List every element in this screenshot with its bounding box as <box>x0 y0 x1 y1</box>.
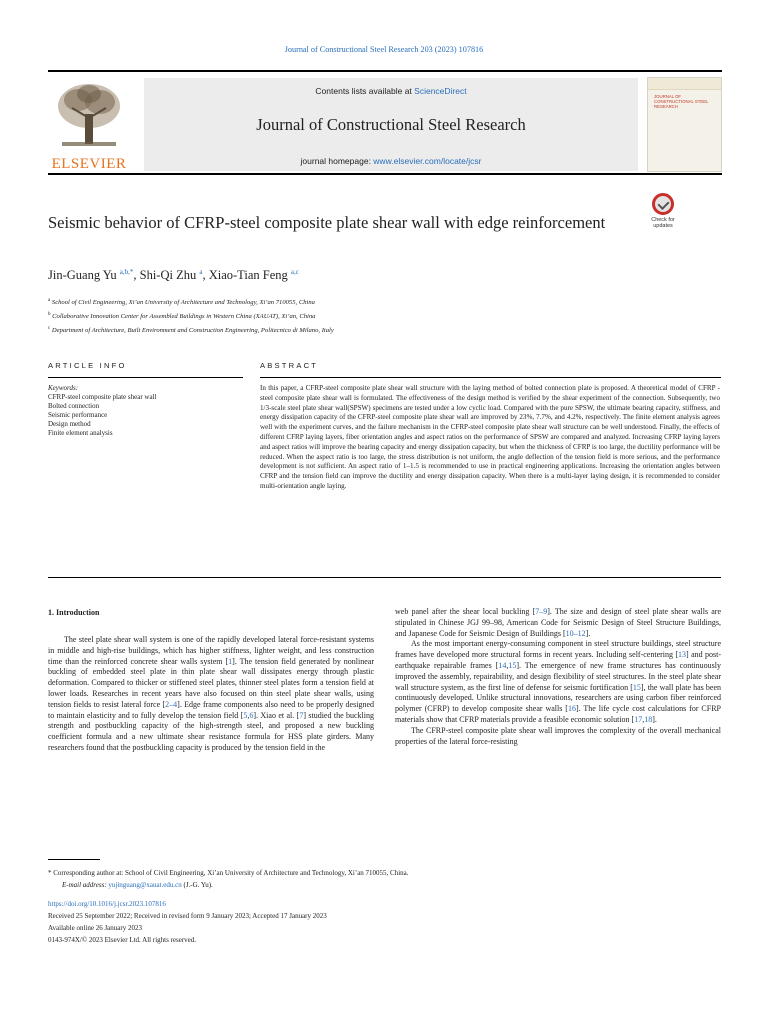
body-paragraph <box>48 635 374 754</box>
check-for-updates-button[interactable] <box>644 193 682 233</box>
email-link[interactable]: yujinguang@xauat.edu.cn <box>108 881 182 889</box>
affiliation-item: $^b$ Collaborative Innovation Center for Assembled Buildings in Western China (XAUAT), Xi’an, China <box>48 312 316 321</box>
citation-link[interactable]: 17 <box>634 714 643 724</box>
sciencedirect-link[interactable]: ScienceDirect <box>414 86 467 96</box>
citation-link[interactable]: 1 <box>228 656 233 666</box>
paragraph-text: ]. The tension field generated by nonlinear buckling of embedded steel plate in thin plate shear wall dissipates energy through plastic deformation. Compared to thicker or stiffened steel plates, thinner steel plates form a tension field at lower loads. Researches in recent years have also focused on thin steel plate shear walls, using tension fields to resist lateral force [ <box>48 656 375 709</box>
paragraph-text: The steel plate shear wall system is one of the rapidly developed lateral force-resistant systems in middle and high-rise buildings, which has higher stiffness, lighter weight, and less construction time than the reinforced concrete shear walls system [ <box>48 635 374 666</box>
email-suffix: (J.-G. Yu). <box>181 881 213 889</box>
check-updates-icon <box>652 193 674 215</box>
citation-link[interactable]: 18 <box>644 714 653 724</box>
journal-masthead <box>48 70 722 175</box>
email-line <box>48 879 708 891</box>
journal-cover-thumbnail[interactable] <box>647 77 722 172</box>
author-name[interactable]: Shi-Qi Zhu <box>139 268 197 283</box>
citation-link[interactable]: 16 <box>567 704 576 714</box>
journal-homepage-line <box>144 156 638 166</box>
available-online-date: Available online 26 January 2023 <box>48 924 142 932</box>
paragraph-text: ] and post-earthquake repairable frames [ <box>395 650 721 670</box>
contents-lists-line <box>144 86 638 96</box>
paragraph-text: ]. The size and design of steel plate shear walls are stipulated in Chinese JGJ 99–98, American Code for Seismic Design of Steel Structure Buildings, and Japanese Code for Seismic Design of Buildings [ <box>395 607 721 638</box>
contents-prefix: Contents lists available at <box>315 86 415 96</box>
article-title: Seismic behavior of CFRP-steel composite plate shear wall with edge reinforcement <box>48 213 606 232</box>
citation-link[interactable]: 14 <box>498 660 507 670</box>
author-name[interactable]: Xiao-Tian Feng <box>208 268 288 283</box>
cover-title: JOURNAL OF CONSTRUCTIONAL STEEL RESEARCH <box>654 94 709 109</box>
corresponding-author-footnote <box>48 867 708 891</box>
intro-left-column <box>48 635 374 754</box>
body-paragraph <box>395 726 721 748</box>
publication-info <box>48 898 708 946</box>
paragraph-text: ]. <box>652 714 657 724</box>
citation-link[interactable]: 13 <box>678 650 687 660</box>
introduction-heading: 1. Introduction <box>48 608 100 617</box>
keywords-block <box>48 384 243 438</box>
email-label: E-mail address: <box>62 881 109 889</box>
citation-link[interactable]: 7–9 <box>535 607 548 616</box>
front-matter-end-rule <box>48 577 721 578</box>
citation-link[interactable]: 10–12 <box>565 628 586 638</box>
masthead-info-band <box>144 78 638 171</box>
author-affiliation-mark[interactable]: a,c <box>290 268 299 276</box>
keyword: Bolted connection <box>48 402 100 410</box>
affiliations <box>48 295 688 338</box>
affiliation-item: $^c$ Department of Architecture, Built Environment and Construction Engineering, Politecnico di Milano, Italy <box>48 326 334 335</box>
paragraph-text: ] studied the buckling strength and postbuckling capacity of the high-strength steel, and proposed a new buckling coefficient formula and a new ultimate shear resistance formula for HSS plate girders. Many researchers found that the postbuckling capacity is produced by the tension field in the <box>48 710 375 752</box>
paragraph-text: ], the wall plate has been continuously developed. Unlike structural innovations, researchers are using carbon fiber reinforced polymer (CFRP) to develop composite shear walls [ <box>395 682 721 714</box>
keyword: CFRP-steel composite plate shear wall <box>48 393 157 401</box>
paragraph-text: ]. <box>585 628 591 638</box>
received-dates: Received 25 September 2022; Received in revised form 9 January 2023; Accepted 17 January 2023 <box>48 912 327 920</box>
author-affiliation-mark[interactable]: a,b,* <box>119 268 134 276</box>
citation-link[interactable]: 5 <box>243 710 248 720</box>
citation-link[interactable]: 15 <box>632 682 641 692</box>
article-info-rule <box>48 377 243 378</box>
abstract-text: In this paper, a CFRP-steel composite plate shear wall structure with the laying method of bolted connection plate is proposed. A theoretical model of CFRP - steel composite plate shear wall is formulated. The effectiveness of the design method is verified by the shear experiment of the connection. Subsequently, two 1/3-scale steel plate shear wall(SPSW) specimens are tested under a low cyclic load. Compared with the pure SPSW, the ultimate bearing capacity, stiffness, and energy dissipation capacity of the CFRP-steel composite plate shear wall are improved by 23%, 7.7%, and 4.2%, respectively. The finite element analysis agrees well with the experiment curves, and the failure mechanism in the CFRP-steel composite plate shear wall structure can be well understood. Finally, the effects of different CFRP laying layers, fiber orientation angles and aspect ratios on the performance of SPSW are compared and analyzed. Increasing CFRP laying layers and aspect ratios will improve the bearing capacity and energy dissipation capacity, but when the thickness of CFRP is too large, the ductility performance will be reduced. When the aspect ratio is too large, the stress distribution is not uniform, the angle deflection of the tension field is more serious, and the performance development is not sufficient. An aspect ratio of 1–1.5 is recommended to use in practical engineering applications. Increasing the orientation angles between CFRP and the tension field can improve the ductility and energy dissipation capacity. When there is a multi-layer laying design, it is recommended to consider multi-orientation angle laying. <box>260 384 720 490</box>
article-info-heading: ARTICLE INFO <box>48 361 127 370</box>
paragraph-text: ]. The life cycle cost calculations for CFRP materials show that CFRP materials provide a feasible economic solution [ <box>395 704 722 724</box>
footnote-rule <box>48 859 100 860</box>
homepage-prefix: journal homepage: <box>300 156 374 166</box>
paragraph-text: ]. The emergence of new frame structures has continuously improved the assembly, repairability, and design flexibility of steel structures. In the steel plate shear wall structure system, as the first line of defense for seismic fortification [ <box>395 660 721 692</box>
paragraph-text: ]. Xiao et al. [ <box>253 710 300 720</box>
keyword: Design method <box>48 420 91 428</box>
copyright-notice: 0143-974X/© 2023 Elsevier Ltd. All rights reserved. <box>48 936 197 944</box>
keyword: Seismic performance <box>48 411 108 419</box>
paragraph-text: web panel after the shear local buckling [ <box>395 607 536 616</box>
affiliation-item: $^a$ School of Civil Engineering, Xi’an University of Architecture and Technology, Xi’an 710055, China <box>48 298 315 307</box>
author-affiliation-mark[interactable]: a <box>199 268 203 276</box>
paragraph-text: ]. Edge frame components also need to be properly designed to maintain elasticity and to fully develop the tension field [ <box>48 699 374 720</box>
paragraph-text: , <box>642 714 645 724</box>
abstract-heading: ABSTRACT <box>260 361 319 370</box>
corresponding-author-note: * Corresponding author at: School of Civil Engineering, Xi’an University of Architecture and Technology, Xi’an 710055, China. <box>48 869 409 877</box>
paragraph-text: , <box>247 710 250 720</box>
paragraph-text: , <box>506 660 509 670</box>
elsevier-tree-icon <box>54 78 124 150</box>
abstract-rule <box>260 377 721 378</box>
elsevier-wordmark: ELSEVIER <box>51 156 127 172</box>
cover-top-bar <box>648 78 721 90</box>
body-paragraph <box>395 639 721 725</box>
paragraph-text: The CFRP-steel composite plate shear wall improves the complexity of the overall mechanical properties of the lateral force-resisting <box>395 725 721 746</box>
citation-link[interactable]: 2–4 <box>165 699 178 709</box>
journal-citation[interactable]: Journal of Constructional Steel Research 203 (2023) 107816 <box>284 45 484 54</box>
keyword: Finite element analysis <box>48 429 113 437</box>
keywords-label: Keywords: <box>48 384 79 392</box>
author-name[interactable]: Jin-Guang Yu <box>48 268 117 283</box>
paragraph-text: As the most important energy-consuming component in steel structure buildings, steel structure frames have developed more structural forms in recent years. Including self-centering [ <box>395 639 721 660</box>
doi-link[interactable]: https://doi.org/10.1016/j.jcsr.2023.107816 <box>48 900 166 908</box>
check-updates-label: Check for updates <box>651 217 675 229</box>
citation-link[interactable]: 7 <box>299 710 304 720</box>
intro-right-column <box>395 607 721 747</box>
elsevier-logo[interactable] <box>48 78 130 172</box>
citation-link[interactable]: 15 <box>508 660 517 670</box>
journal-homepage-link[interactable]: www.elsevier.com/locate/jcsr <box>373 156 482 166</box>
author-list: Jin-Guang Yu $^{a,b,*}$, Shi-Qi Zhu $^a$, Xiao-Tian Feng $^{a,c}$ <box>48 268 299 283</box>
citation-link[interactable]: 6 <box>249 710 254 720</box>
journal-name: Journal of Constructional Steel Research <box>256 115 526 134</box>
body-paragraph <box>395 607 721 639</box>
